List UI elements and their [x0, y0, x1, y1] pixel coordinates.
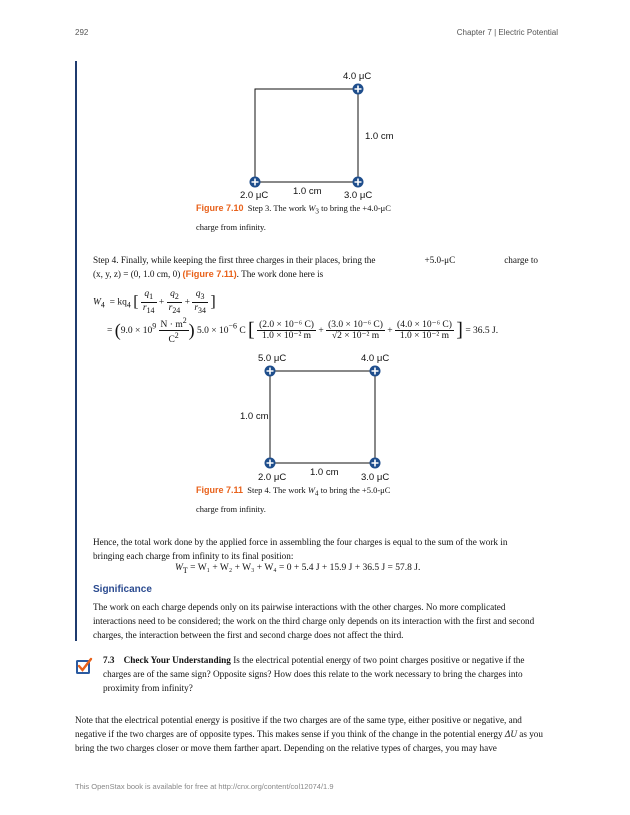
total-work-equation: $W_T = W_1 + W_2 + W_3 + W_4 = 0 + 5.4$ J + 15.9 J + 36.5 J = 57.8 J. — [175, 563, 421, 575]
square-outline — [255, 89, 358, 182]
figure-7-11-caption: Figure 7.11 Step 4. The work $W_4$ to bring the +5.0-μC charge from infinity. — [196, 485, 391, 514]
charge-bottom-left — [250, 177, 261, 188]
total-work-paragraph: Hence, the total work done by the applied force in assembling the four charges is equal to the sum of the work in bringing each charge from infinity to its final position: — [93, 537, 508, 561]
equation-w4-line2: = ($9.0 \times 10^9$ $\frac{N \cdot m^2}{C^2}$ ) $5.0 \times 10^{-6}$ C [ $\frac{\text{(2.0 × 10⁻⁶ C)}}{\text{1.0 × 10⁻² m}}$ + $\frac{\text{(3.0 × 10⁻⁶ C)}}{\text{√2 × 10⁻² m}}$ + $\frac{\text{(4.0 × 10⁻⁶ C)}}{\text{1.0 × 10⁻² m}}$ ] = 36.5 J. — [107, 316, 499, 346]
equation-w4-line1: $W_4 = kq_4$ [ $\frac{q_1}{r_{14}}$ + $\frac{q_2}{r_{24}}$ + $\frac{q_3}{r_{34}}$ ] — [93, 289, 216, 315]
significance-paragraph: The work on each charge depends only on its pairwise interactions with the other charges. No more complicated interactions need to be considered; the work on the third charge only depends on its interaction with the first and second charges, the interaction between the first and second charge does not affect the third. — [93, 602, 535, 640]
significance-heading: Significance — [93, 584, 152, 595]
label-charge-top-left: 5.0 μC — [258, 353, 287, 364]
page-number: 292 — [75, 28, 89, 37]
label-side-bottom: 1.0 cm — [293, 186, 322, 197]
label-charge-bottom-left: 2.0 μC — [240, 190, 269, 201]
section-rule — [75, 61, 77, 641]
label-side-left: 1.0 cm — [240, 411, 269, 422]
label-side-right: 1.0 cm — [365, 131, 394, 142]
charge-top-right — [370, 366, 381, 377]
closing-paragraph: Note that the electrical potential energy is positive if the two charges are of the same type, either positive or negative, and negative if the two charges are of opposite types. This makes sense if you think of the change in the potential energy ΔU as you bring the two charges closer or move them farther apart. Depending on the relative types of charges, you may have — [75, 715, 543, 753]
label-charge-bottom-right: 3.0 μC — [344, 190, 373, 201]
check-understanding: 7.3 Check Your Understanding Is the electrical potential energy of two point charges positive or negative if the charges are of the same sign? Opposite signs? How does this relate to the work necessary to bring the charges into proximity from infinity? — [103, 655, 525, 693]
label-charge-bottom-right: 3.0 μC — [361, 472, 390, 483]
figure-7-10-caption: Figure 7.10 Step 3. The work $W_3$ to bring the +4.0-μC charge from infinity. — [196, 203, 391, 232]
square-outline — [270, 371, 375, 463]
charge-top-right — [353, 84, 364, 95]
label-side-bottom: 1.0 cm — [310, 467, 339, 478]
chapter-title: Chapter 7 | Electric Potential — [456, 28, 558, 37]
label-charge-top-right: 4.0 μC — [361, 353, 390, 364]
figure-7-10-diagram — [240, 68, 380, 203]
charge-bottom-right — [353, 177, 364, 188]
checkbox-icon — [75, 656, 93, 676]
label-charge-bottom-left: 2.0 μC — [258, 472, 287, 483]
charge-top-left — [265, 366, 276, 377]
step4-paragraph: Step 4. Finally, while keeping the first three charges in their places, bring the +5.0-μC charge to (x, y, z) = (0, 1.0 cm, 0) (Figure 7.11). The work done here is — [93, 255, 538, 279]
charge-bottom-right — [370, 458, 381, 469]
label-charge-top-right: 4.0 μC — [343, 71, 372, 82]
footer-text: This OpenStax book is available for free at http://cnx.org/content/col12074/1.9 — [75, 782, 334, 791]
charge-bottom-left — [265, 458, 276, 469]
